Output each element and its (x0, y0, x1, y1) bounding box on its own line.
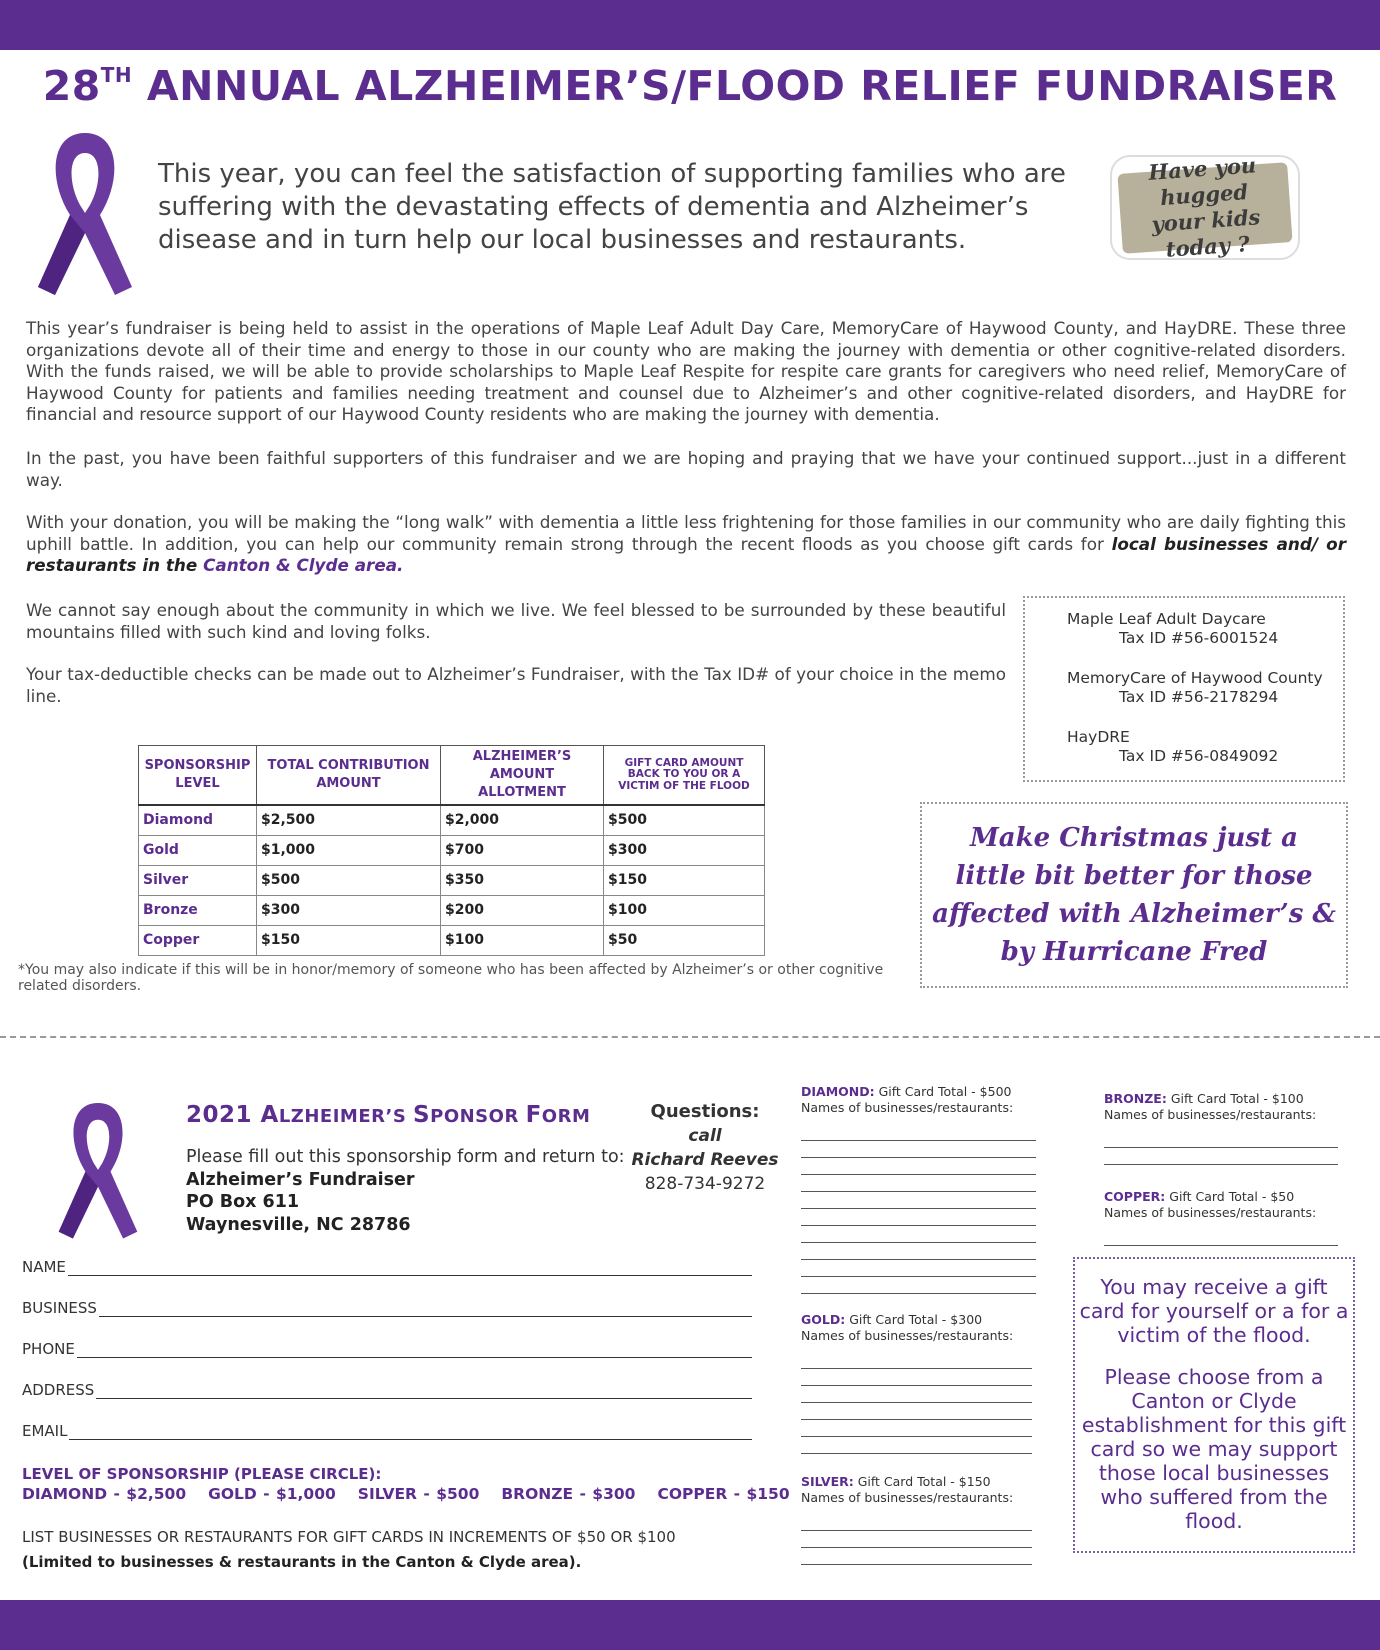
paragraph-1: This year’s fundraiser is being held to assist in the operations of Maple Leaf Adult Day Care, MemoryCare of Haywood County, and HayDRE. These three organizations devote all of their time and energy to those in our county who are making the journey with dementia or other cognitive-related disorders. With the funds raised, we will be able to provide scholarships to Maple Leaf Respite for respite care grants for caregivers who need relief, MemoryCare of Haywood County for patients and families needing treatment and counsel due to Alzheimer’s and other cognitive-related disorders, and HayDRE for financial and resource support of our Haywood County residents who are making the journey with dementia. (26, 318, 1346, 424)
diamond-giftcard-block: DIAMOND: Gift Card Total - $500 Names of businesses/restaurants: (801, 1084, 1036, 1294)
copper-name-lines[interactable] (1104, 1229, 1338, 1246)
bronze-name-lines[interactable] (1104, 1131, 1338, 1165)
xmas-line: little bit better for those (955, 861, 1313, 891)
xmas-line: by Hurricane Fred (1000, 937, 1268, 967)
tax-org-1: Maple Leaf Adult Daycare (1067, 610, 1266, 628)
xmas-line: affected with Alzheimer’s & (932, 899, 1336, 929)
table-row: Copper $150 $100 $50 (139, 925, 765, 955)
silver-name-lines[interactable] (801, 1514, 1032, 1565)
christmas-message-box (920, 802, 1348, 988)
purple-ribbon-icon (30, 125, 140, 300)
gold-name-lines[interactable] (801, 1352, 1032, 1454)
copper-giftcard-block: COPPER: Gift Card Total - $50 Names of businesses/restaurants: (1104, 1189, 1338, 1246)
paragraph-3: With your donation, you will be making the “long walk” with dementia a little less frightening for those families in our community who are daily fighting this uphill battle. In addition, you can help our community remain strong through the recent floods as you choose gift cards for local businesses and/ or restaurants in the Canton & Clyde area. (26, 512, 1346, 575)
footnote: *You may also indicate if this will be in honor/memory of someone who has been affected by Alzheimer’s or other cognitive related disorders. (18, 962, 884, 994)
page-title: 28TH ANNUAL ALZHEIMER’S/FLOOD RELIEF FUNDRAISER (42, 62, 1338, 110)
tax-org-3: HayDRE (1067, 728, 1130, 746)
col-header: ALZHEIMER’S AMOUNT ALLOTMENT (441, 746, 604, 806)
tax-org-2: MemoryCare of Haywood County (1067, 669, 1323, 687)
list-limit: (Limited to businesses & restaurants in the Canton & Clyde area). (22, 1553, 582, 1571)
paragraph-2: In the past, you have been faithful supporters of this fundraiser and we are hoping and praying that we have your continued support...just in a different way. (26, 448, 1346, 490)
level-option-gold[interactable]: GOLD - $1,000 (208, 1485, 336, 1503)
gold-giftcard-block: GOLD: Gift Card Total - $300 Names of businesses/restaurants: (801, 1312, 1032, 1454)
diamond-name-lines[interactable] (801, 1124, 1036, 1294)
tax-id-3: Tax ID #56-0849092 (1119, 747, 1279, 765)
form-title: 2021 ALZHEIMER’S SPONSOR FORM (186, 1102, 591, 1128)
purple-ribbon-icon (52, 1092, 144, 1247)
col-header: GIFT CARD AMOUNT BACK TO YOU OR A VICTIM OF THE FLOOD (604, 746, 765, 806)
email-field[interactable]: EMAIL (22, 1422, 752, 1440)
list-instructions: LIST BUSINESSES OR RESTAURANTS FOR GIFT CARDS IN INCREMENTS OF $50 OR $100 (22, 1528, 676, 1546)
top-banner-bar (0, 0, 1380, 50)
col-header: TOTAL CONTRIBUTION AMOUNT (257, 746, 441, 806)
paragraph-4: We cannot say enough about the community in which we live. We feel blessed to be surrounded by these beautiful mountains filled with such kind and loving folks. (26, 600, 1006, 642)
intro-text: This year, you can feel the satisfaction of supporting families who are suffering with the devastating effects of dementia and Alzheimer’s disease and in turn help our local businesses and restaurants. (158, 159, 1066, 255)
tax-id-box (1023, 596, 1345, 782)
table-header-row (139, 746, 765, 806)
badge-line1: Have you hugged (1147, 151, 1257, 210)
table-row: Gold $1,000 $700 $300 (139, 835, 765, 865)
bottom-banner-bar (0, 1600, 1380, 1650)
table-row: Bronze $300 $200 $100 (139, 895, 765, 925)
hug-badge (1110, 151, 1300, 262)
tax-id-1: Tax ID #56-6001524 (1119, 629, 1279, 647)
bronze-giftcard-block: BRONZE: Gift Card Total - $100 Names of businesses/restaurants: (1104, 1091, 1338, 1165)
receive-text-2: Please choose from a Canton or Clyde establishment for this gift card so we may support those local businesses who suffered from the flood. (1081, 1365, 1347, 1533)
return-address: Please fill out this sponsorship form and return to: Alzheimer’s Fundraiser PO Box 611 Waynesville, NC 28786 (186, 1147, 625, 1235)
tax-id-2: Tax ID #56-2178294 (1119, 688, 1279, 706)
level-option-diamond[interactable]: DIAMOND - $2,500 (22, 1485, 187, 1503)
business-field[interactable]: BUSINESS (22, 1299, 752, 1317)
receive-text-1: You may receive a gift card for yourself or a for a victim of the flood. (1079, 1275, 1349, 1347)
paragraph-5: Your tax-deductible checks can be made out to Alzheimer’s Fundraiser, with the Tax ID# of your choice in the memo line. (26, 664, 1006, 706)
level-option-silver[interactable]: SILVER - $500 (357, 1485, 480, 1503)
level-heading: LEVEL OF SPONSORSHIP (PLEASE CIRCLE): (22, 1465, 382, 1483)
level-options (22, 1485, 812, 1503)
level-option-copper[interactable]: COPPER - $150 (657, 1485, 790, 1503)
level-option-bronze[interactable]: BRONZE - $300 (501, 1485, 636, 1503)
silver-giftcard-block: SILVER: Gift Card Total - $150 Names of businesses/restaurants: (801, 1474, 1032, 1565)
col-header: SPONSORSHIP LEVEL (139, 746, 257, 806)
questions-contact: Questions: call Richard Reeves 828-734-9272 (631, 1101, 779, 1194)
receive-giftcard-box (1073, 1257, 1355, 1553)
sponsorship-table (138, 745, 765, 956)
name-field[interactable]: NAME (22, 1258, 752, 1276)
table-row: Diamond $2,500 $2,000 $500 (139, 805, 765, 835)
table-row: Silver $500 $350 $150 (139, 865, 765, 895)
cut-line (0, 1036, 1380, 1038)
phone-field[interactable]: PHONE (22, 1340, 752, 1358)
badge-line2: your kids today ? (1150, 203, 1262, 262)
address-field[interactable]: ADDRESS (22, 1381, 752, 1399)
xmas-line: Make Christmas just a (970, 823, 1298, 853)
